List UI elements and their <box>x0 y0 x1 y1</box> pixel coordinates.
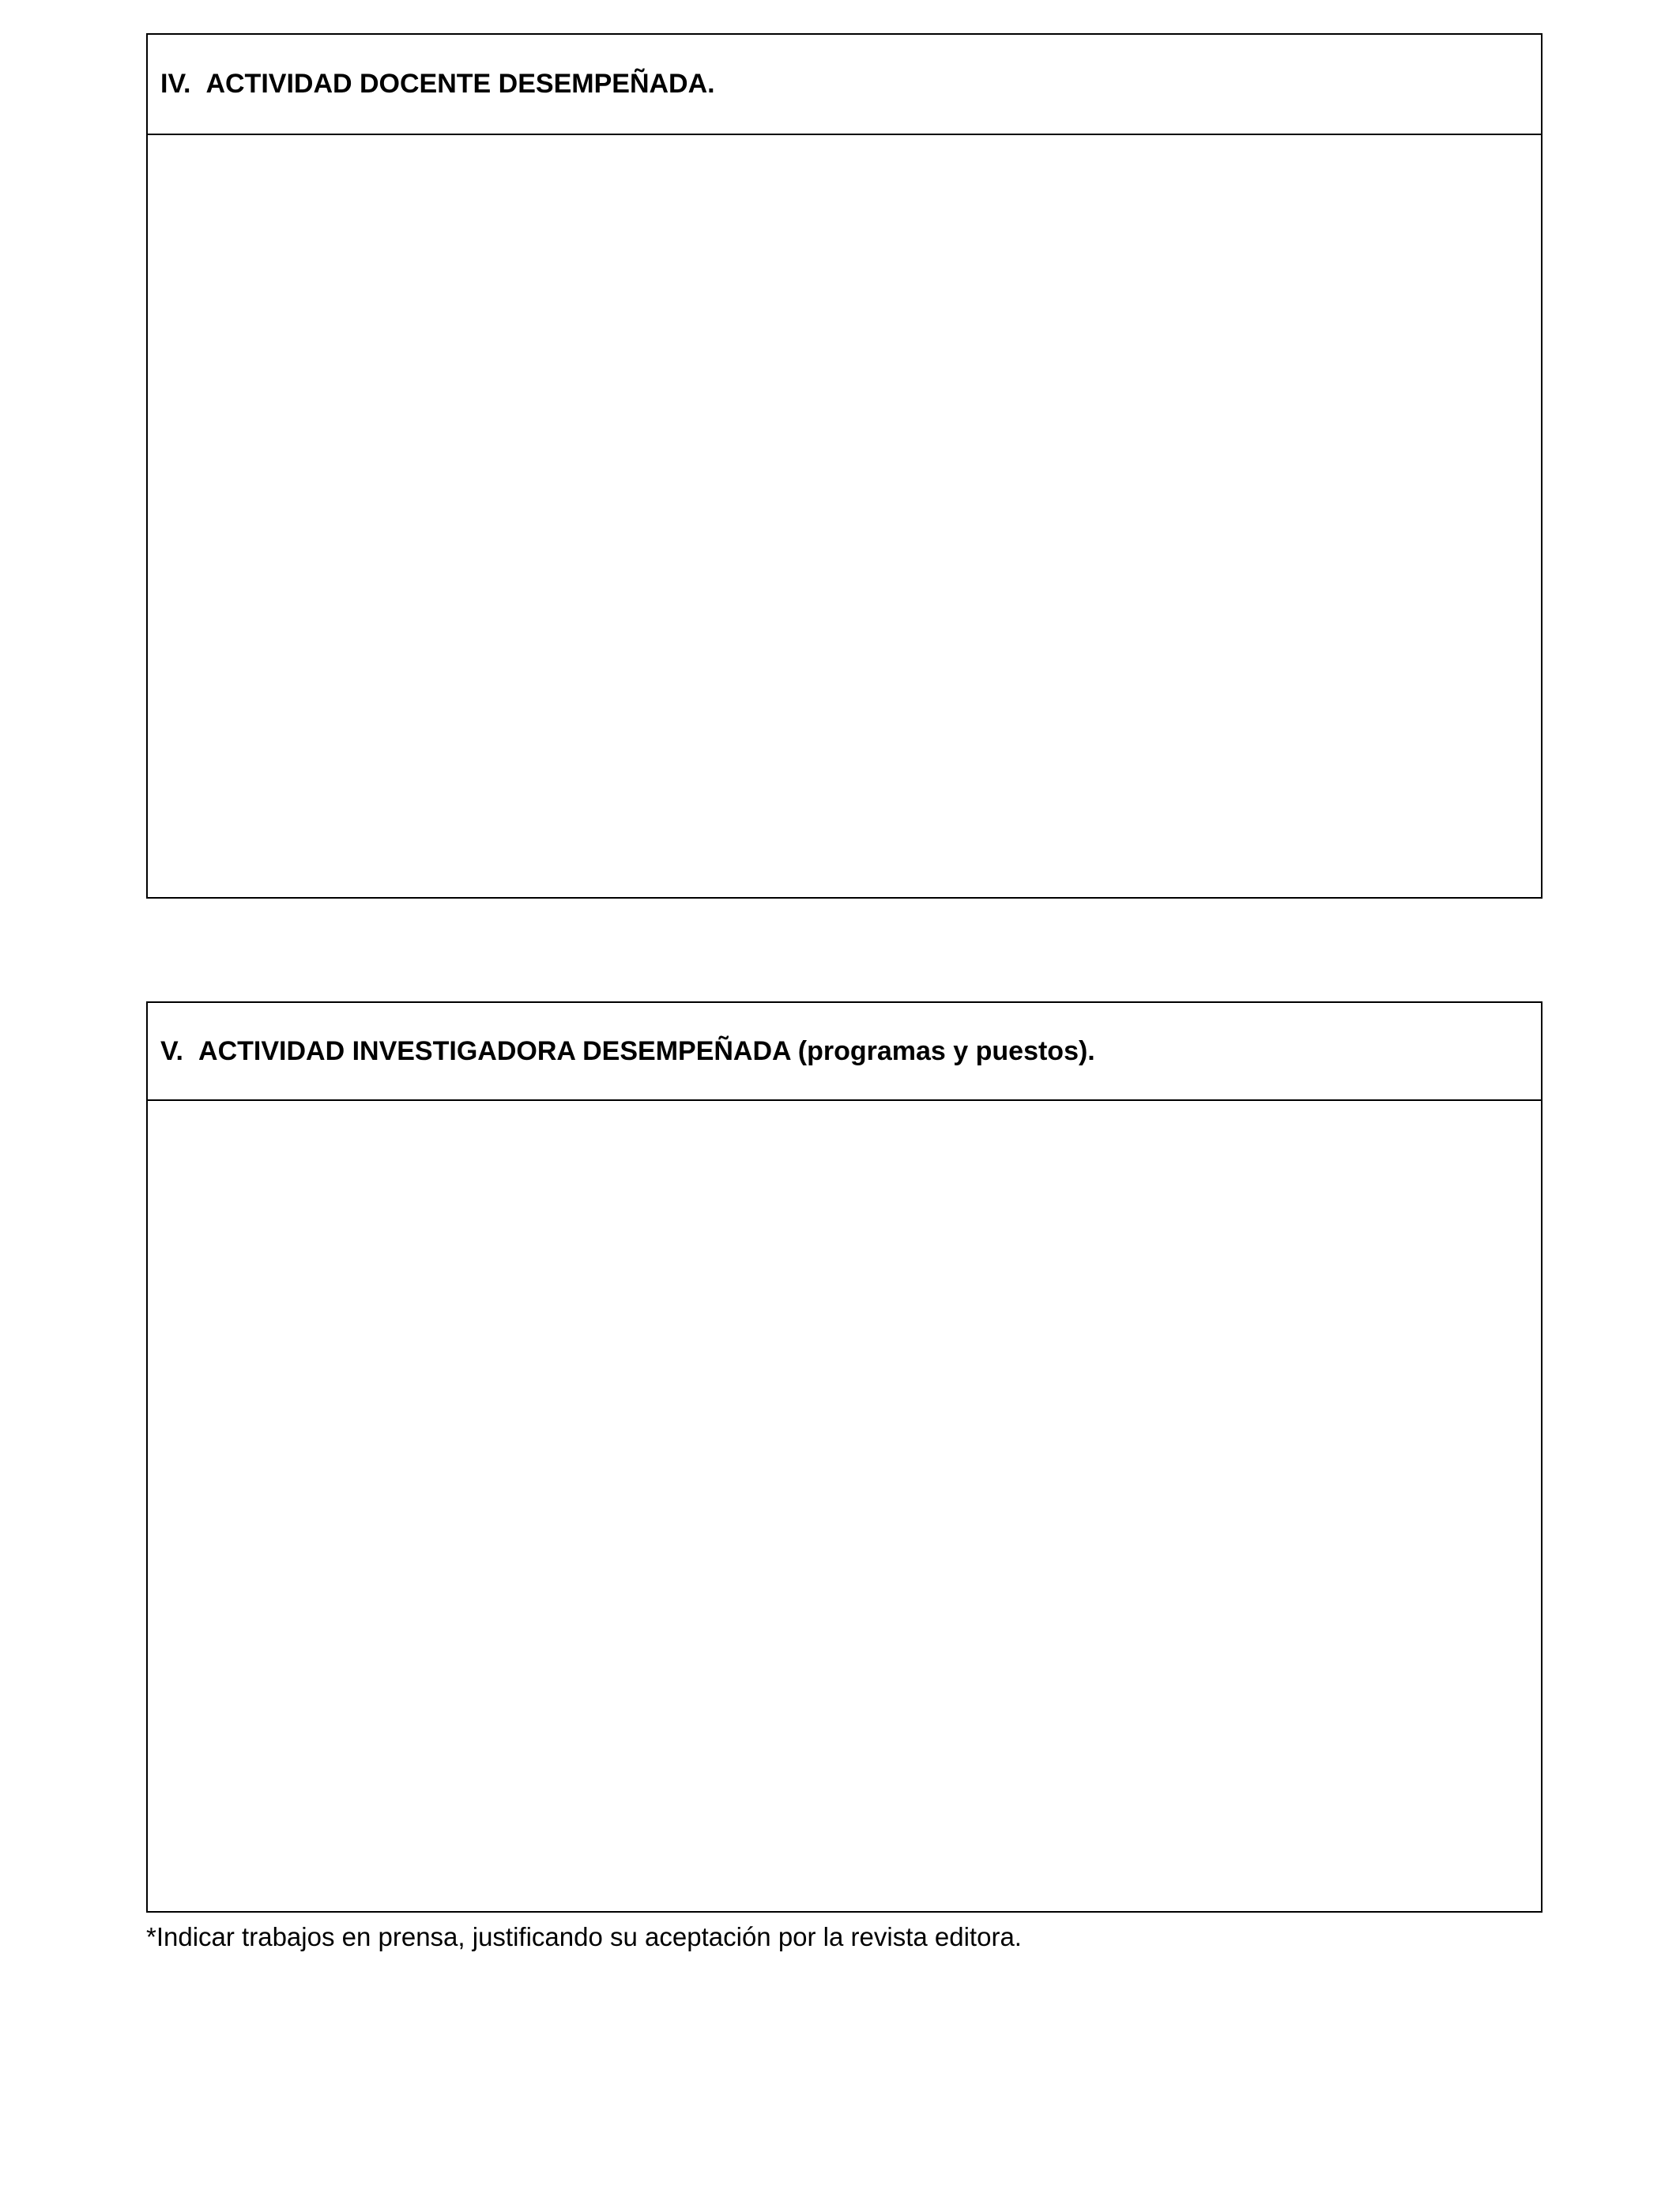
section-v-header <box>148 1003 1541 1101</box>
section-iv-title: ACTIVIDAD DOCENTE DESEMPEÑADA. <box>205 69 715 99</box>
section-iv-box <box>146 33 1543 899</box>
section-iv-header <box>148 35 1541 135</box>
section-v-number: V. <box>160 1035 184 1066</box>
section-v-content-area[interactable] <box>148 1101 1541 1911</box>
section-iv-number: IV. <box>160 69 191 99</box>
section-iv-content-area[interactable] <box>148 135 1541 897</box>
section-v-box <box>146 1001 1543 1913</box>
section-v-title: ACTIVIDAD INVESTIGADORA DESEMPEÑADA (programas y puestos). <box>198 1035 1095 1066</box>
footnote: *Indicar trabajos en prensa, justificando su aceptación por la revista editora. <box>146 1922 1022 1951</box>
